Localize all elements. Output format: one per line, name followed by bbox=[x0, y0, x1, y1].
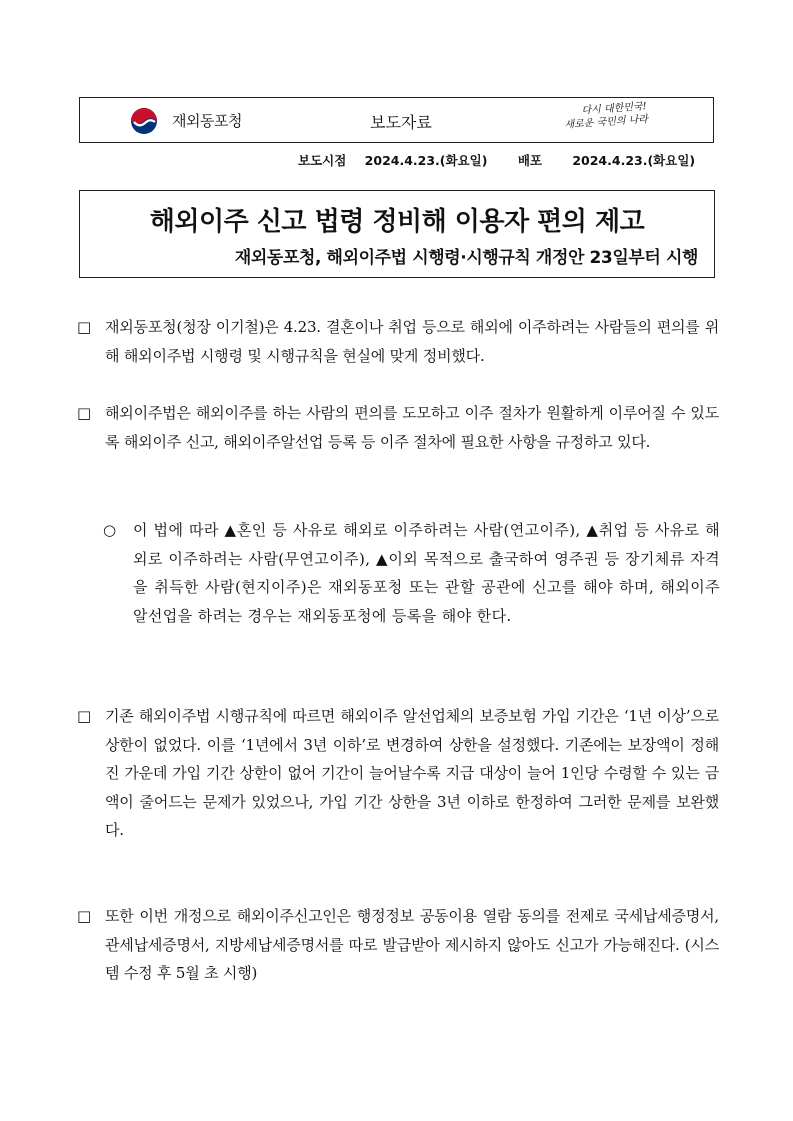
document-type: 보도자료 bbox=[370, 113, 432, 132]
paragraph-2-text: 해외이주법은 해외이주를 하는 사람의 편의를 도모하고 이주 절차가 원활하게 이루어질 수 있도록 해외이주 신고, 해외이주알선업 등록 등 이주 절차에 필요한 사항을 규정하고 있다. bbox=[105, 404, 719, 451]
square-bullet: □ bbox=[77, 707, 92, 725]
release-info bbox=[298, 151, 695, 169]
header-box bbox=[79, 97, 714, 143]
square-bullet: □ bbox=[77, 318, 92, 336]
square-bullet: □ bbox=[77, 907, 92, 925]
paragraph-4 bbox=[77, 902, 719, 988]
paragraph-4-text: 또한 이번 개정으로 해외이주신고인은 행정정보 공동이용 열람 동의를 전제로 국세납세증명서, 관세납세증명서, 지방세납세증명서를 따로 발급받아 제시하지 않아도 신고가 가능해진다. (시스템 수정 후 5월 초 시행) bbox=[105, 907, 719, 982]
sub-title: 재외동포청, 해외이주법 시행령·시행규칙 개정안 23일부터 시행 bbox=[234, 248, 698, 268]
paragraph-2-sub-text: 이 법에 따라 ▲혼인 등 사유로 해외로 이주하려는 사람(연고이주), ▲취업 등 사유로 해외로 이주하려는 사람(무연고이주), ▲이외 목적으로 출국하여 영주권 등 장기체류 자격을 취득한 사람(현지이주)은 재외동포청 또는 관할 공관에 신고를 해야 하며, 해외이주알선업을 하려는 경우는 재외동포청에 등록을 해야 한다. bbox=[133, 521, 720, 625]
org-name: 재외동포청 bbox=[172, 112, 242, 130]
paragraph-3 bbox=[77, 702, 719, 845]
circle-bullet: ○ bbox=[103, 521, 117, 539]
press-time-date: 2024.4.23.(화요일) bbox=[364, 153, 488, 168]
square-bullet: □ bbox=[77, 404, 92, 422]
press-time-label: 보도시점 bbox=[298, 153, 347, 168]
government-logo-icon bbox=[130, 107, 158, 135]
paragraph-3-text: 기존 해외이주법 시행규칙에 따르면 해외이주 알선업체의 보증보험 가입 기간은 ‘1년 이상’으로 상한이 없었다. 이를 ‘1년에서 3년 이하’로 변경하여 상한을 설정했다. 기존에는 보장액이 정해진 가운데 가입 기간 상한이 없어 기간이 늘어날수록 지급 대상이 늘어 1인당 수령할 수 있는 금액이 줄어드는 문제가 있었으나, 가입 기간 상한을 3년 이하로 한정하여 그러한 문제를 보완했다. bbox=[105, 707, 719, 839]
title-box bbox=[79, 190, 715, 278]
paragraph-2 bbox=[77, 399, 719, 456]
slogan bbox=[563, 100, 648, 132]
paragraph-1-text: 재외동포청(청장 이기철)은 4.23. 결혼이나 취업 등으로 해외에 이주하려는 사람들의 편의를 위해 해외이주법 시행령 및 시행규칙을 현실에 맞게 정비했다. bbox=[105, 318, 719, 365]
slogan-line-1: 다시 대한민국! bbox=[581, 101, 648, 117]
paragraph-2-sub bbox=[103, 516, 720, 630]
distribution-date: 2024.4.23.(화요일) bbox=[572, 153, 696, 168]
paragraph-1 bbox=[77, 313, 719, 370]
distribution-label: 배포 bbox=[517, 153, 542, 168]
slogan-line-2: 새로운 국민의 나라 bbox=[564, 114, 649, 131]
main-title: 해외이주 신고 법령 정비해 이용자 편의 제고 bbox=[149, 207, 645, 237]
